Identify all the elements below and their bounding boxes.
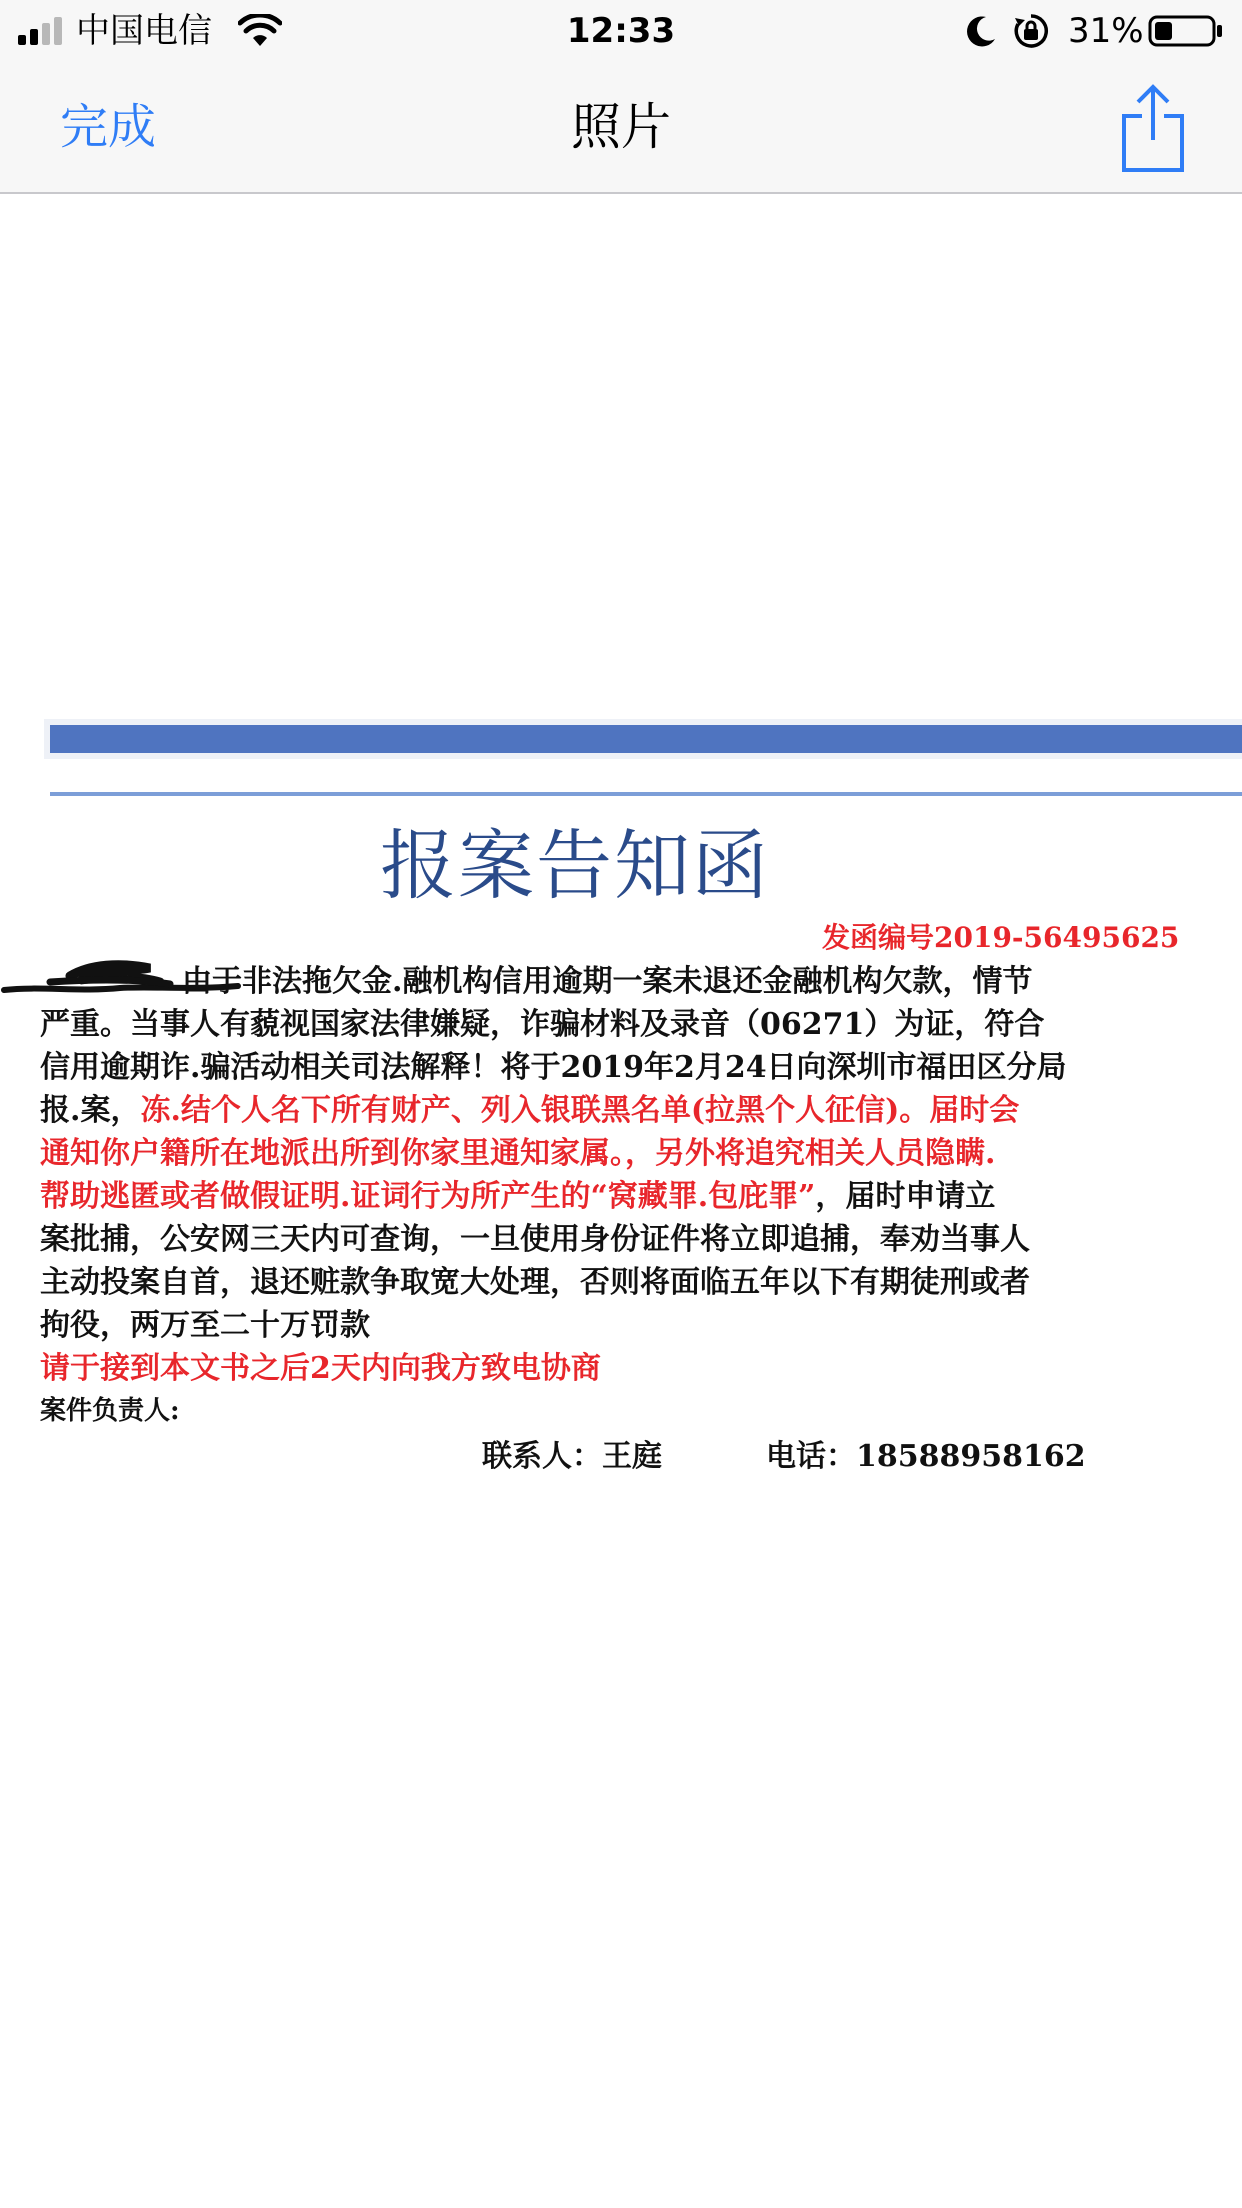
contact-person: 联系人：王庭: [482, 1439, 662, 1474]
body-line-4-black: 报.案，: [40, 1093, 141, 1128]
clock: 12:33: [566, 11, 676, 51]
rotation-lock-icon: [1012, 12, 1050, 50]
document-header-line: [50, 792, 1242, 796]
share-icon[interactable]: [1118, 82, 1188, 174]
signal-icon: [18, 17, 64, 45]
contact-row: [40, 1435, 1240, 1478]
battery-icon: [1148, 14, 1224, 48]
wifi-icon: [238, 14, 282, 48]
done-button[interactable]: 完成: [60, 99, 157, 155]
body-line-6: [40, 1175, 1240, 1218]
document-number: 发函编号2019-56495625: [822, 921, 1180, 954]
document-body: [40, 960, 1240, 1478]
document-title: 报案告知函: [380, 821, 770, 910]
carrier-label: 中国电信: [76, 11, 212, 51]
body-line-6-red: 帮助逃匿或者做假证明.证词行为所产生的“窝藏罪.包庇罪”: [40, 1179, 816, 1214]
body-line-3: 信用逾期诈.骗活动相关司法解释！将于2019年2月24日向深圳市福田区分局: [40, 1050, 1067, 1085]
body-line-2: 严重。当事人有藐视国家法律嫌疑，诈骗材料及录音（06271）为证，符合: [40, 1007, 1045, 1042]
battery-percent: 31%: [1068, 11, 1144, 51]
body-line-8: 主动投案自首，退还赃款争取宽大处理，否则将面临五年以下有期徒刑或者: [40, 1265, 1030, 1300]
moon-icon: [964, 14, 998, 48]
body-line-4-red: 冻.结个人名下所有财产、列入银联黑名单(拉黑个人征信)。届时会: [140, 1093, 1020, 1128]
document-header-bar: [50, 725, 1242, 753]
status-bar: [0, 0, 1242, 62]
body-line-7: 案批捕，公安网三天内可查询，一旦使用身份证件将立即追捕，奉劝当事人: [40, 1222, 1030, 1257]
photo-viewer[interactable]: [0, 194, 1242, 2208]
body-line-10: 请于接到本文书之后2天内向我方致电协商: [40, 1351, 601, 1386]
body-line-1: 由于非法拖欠金.融机构信用逾期一案未退还金融机构欠款，情节: [182, 964, 1033, 999]
body-line-5: 通知你户籍所在地派出所到你家里通知家属。，另外将追究相关人员隐瞒.: [40, 1136, 996, 1171]
body-line-4: [40, 1089, 1240, 1132]
body-line-9: 拘役，两万至二十万罚款: [40, 1308, 370, 1343]
contact-phone: 电话：18588958162: [766, 1439, 1086, 1474]
nav-bar: [0, 62, 1242, 194]
page-title: 照片: [571, 98, 671, 156]
body-line-11: 案件负责人:: [40, 1396, 180, 1426]
body-line-6-black: ，届时申请立: [815, 1179, 996, 1214]
